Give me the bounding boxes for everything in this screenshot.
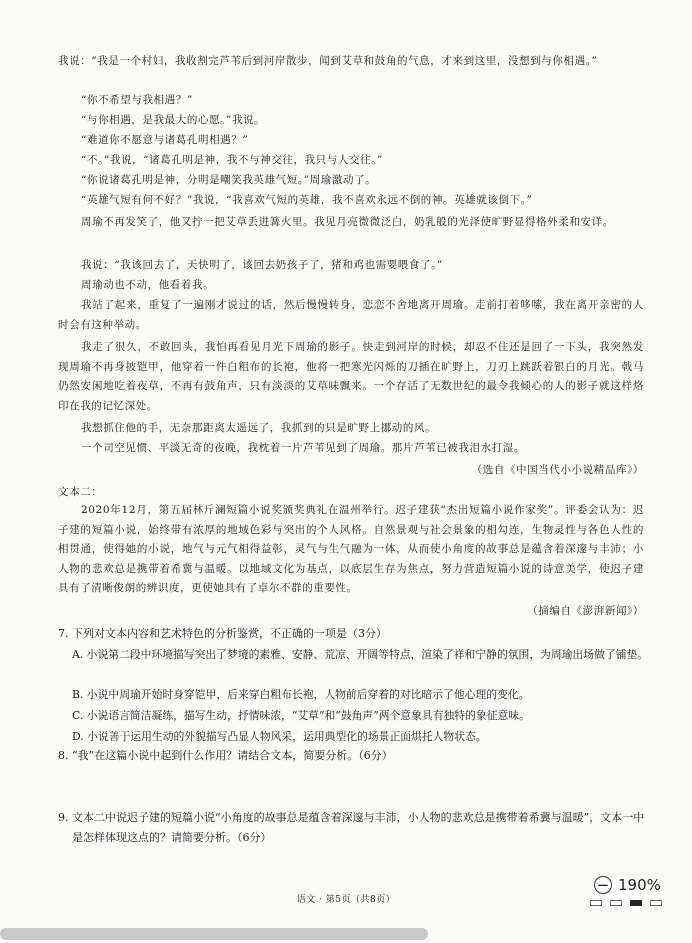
page-footer: 语文 · 第5页（共8页） — [296, 895, 396, 905]
text2-body: 2020年12月，第五届林斤澜短篇小说奖颁奖典礼在温州举行。迟子建获“杰出短篇小说作家奖”。评委会认为：迟子建的短篇小说，始终带有浓厚的地域色彩与突出的个人风格。自然景观与社会景象的相勾连，生物灵性与各色人性的相贯通，使得她的小说，地气与元气相得益彰，灵气与生气融为一体，从而使小角度的故事总是蕴含着深邃与丰沛；小人物的悲欢总是携带着希冀与温暖。以地域文化为基点，以底层生存为焦点，努力营造短篇小说的诗意美学，使迟子建具有了清晰俊朗的辨识度，更使她具有了卓尔不群的重要性。 — [58, 504, 644, 595]
story-paragraph: “难道你不愿意与诸葛孔明相遇？” — [81, 134, 249, 146]
question-7-stem: 7. 下列对文本内容和艺术特色的分析鉴赏，不正确的一项是（3分） — [58, 627, 387, 640]
story-paragraph: “与你相遇，是我最大的心愿。”我说。 — [81, 114, 266, 126]
question-7-option-b: B. 小说中周瑜开始时身穿铠甲，后来穿白粗布长袍，人物前后穿着的对比暗示了他心理的变化。 — [72, 688, 530, 701]
story-paragraph: “你说诸葛孔明是神，分明是嘲笑我英雄气短。”周瑜激动了。 — [81, 174, 377, 186]
horizontal-scrollbar[interactable] — [0, 928, 428, 940]
story-paragraph: 我说：“我该回去了，天快明了，该回去奶孩子了，猪和鸡也需要喂食了。” — [81, 259, 443, 271]
story-paragraph: “英雄气短有何不好？”我说，“我喜欢气短的英雄，我不喜欢永远不倒的神。英雄就该倒下。” — [81, 194, 533, 206]
story-paragraph: 我想抓住他的手，无奈那距离太遥远了，我抓到的只是旷野上挪动的风。 — [81, 422, 437, 434]
story-paragraph: 一个司空见惯、平淡无奇的夜晚，我枕着一片芦苇见到了周瑜。那片芦苇已被我泪水打湿。 — [81, 442, 525, 454]
text2-heading: 文本二： — [58, 486, 103, 498]
page-dot[interactable] — [650, 900, 662, 906]
story-paragraph: “不。”我说，“诸葛孔明是神，我不与神交往，我只与人交往。” — [81, 154, 383, 166]
page-dot-active[interactable] — [630, 900, 642, 906]
zoom-control — [594, 876, 661, 894]
question-9-stem: 9. 文本二中说迟子建的短篇小说“小角度的故事总是蕴含着深邃与丰沛，小人物的悲欢总是携带着希冀与温暖”，文本一中是怎样体现这点的？请简要分析。（6分） — [58, 811, 645, 844]
question-8-stem: 8. “我”在这篇小说中起到什么作用？请结合文本，简要分析。（6分） — [58, 749, 393, 762]
story-source: （选自《中国当代小小说精品库》） — [471, 464, 644, 476]
story-paragraph: 周瑜不再发笑了，他又拧一把艾草丢进篝火里。我见月亮微微泛白，奶乳般的光泽使旷野显得格外柔和安详。 — [81, 216, 614, 228]
page-dot[interactable] — [590, 900, 602, 906]
story-paragraph: 我走了很久，不敢回头，我怕再看见月光下周瑜的影子。快走到河岸的时候，却忍不住还是回了一下头，我突然发现周瑜不再身披铠甲，他穿着一件白粗布的长袍，他将一把寒光闪烁的刀插在旷野上，刀刃上跳跃着银白的月光。戟马仍然安闲地吃着夜草，不再有鼓角声，只有淡淡的艾草味飘来。一个存活了无数世纪的最令我倾心的人的影子就这样烙印在我的记忆深处。 — [58, 341, 644, 412]
question-7-option-d: D. 小说善于运用生动的外貌描写凸显人物风采，运用典型化的场景正面烘托人物状态。 — [72, 730, 487, 743]
story-paragraph: 周瑜动也不动，他看着我。 — [81, 279, 215, 291]
zoom-out-button[interactable] — [594, 876, 612, 894]
minus-icon: − — [596, 875, 610, 894]
page-indicator — [590, 900, 662, 906]
zoom-level: 190% — [618, 876, 661, 894]
question-7-option-a: A. 小说第二段中环境描写突出了梦境的素雅、安静、荒凉、开阔等特点，渲染了祥和宁静的氛围，为周瑜出场做了铺垫。 — [72, 648, 649, 661]
text2-source: （摘编自《澎湃新闻》） — [527, 605, 644, 617]
story-paragraph: 我说：“我是一个村妇，我收割完芦苇后到河岸散步，闻到艾草和鼓角的气息，才来到这里，没想到与你相遇。” — [58, 55, 598, 67]
story-paragraph: “你不希望与我相遇？” — [81, 94, 193, 106]
story-paragraph: 我站了起来，重复了一遍刚才说过的话，然后慢慢转身，恋恋不舍地离开周瑜。走前打着哆嗦，我在离开亲密的人时会有这种举动。 — [58, 299, 644, 331]
page-dot[interactable] — [610, 900, 622, 906]
question-7-option-c: C. 小说语言简洁凝练，描写生动，抒情味浓，“艾草”和“鼓角声”两个意象具有独特的象征意味。 — [72, 709, 530, 722]
